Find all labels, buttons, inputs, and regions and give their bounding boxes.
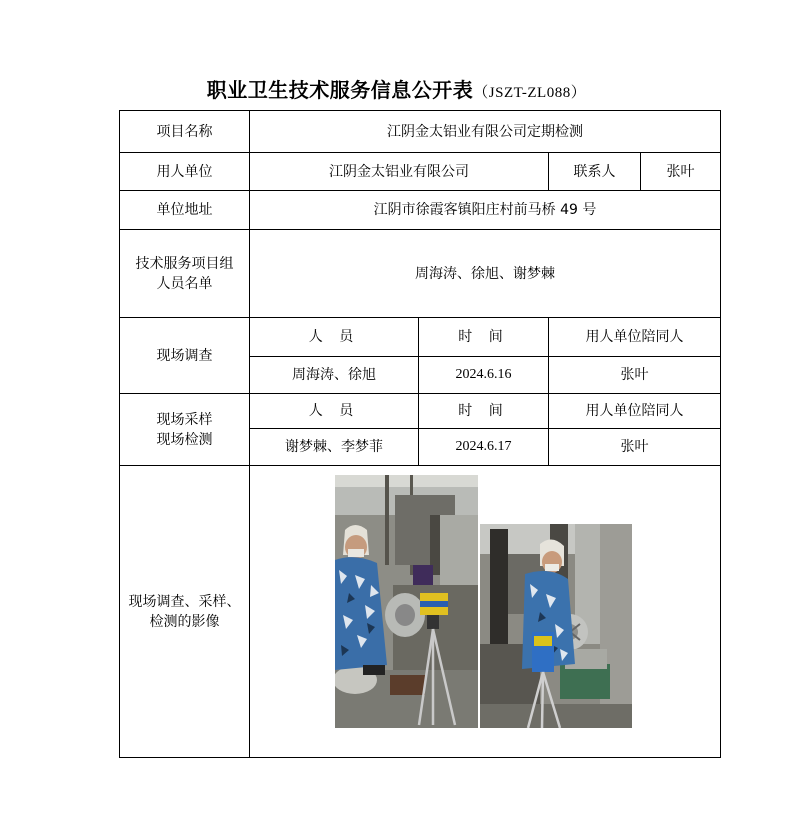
site-photo-2 — [480, 524, 632, 728]
info-table — [119, 110, 721, 758]
page-title — [0, 74, 793, 103]
row-images — [120, 466, 721, 758]
survey-header-time: 时 间 — [419, 318, 549, 357]
contact-value: 张叶 — [641, 153, 721, 191]
sampling-header-personnel: 人 员 — [250, 394, 419, 429]
team-label-line1: 技术服务项目组 — [135, 255, 234, 272]
images-label-line2: 检测的影像 — [149, 613, 220, 630]
survey-header-escort: 用人单位陪同人 — [549, 318, 721, 357]
team-value: 周海涛、徐旭、谢梦棘 — [250, 230, 721, 318]
sampling-date: 2024.6.17 — [419, 429, 549, 466]
row-sampling-header — [120, 394, 721, 429]
employer-value: 江阴金太铝业有限公司 — [250, 153, 549, 191]
survey-date: 2024.6.16 — [419, 357, 549, 394]
sampling-escort: 张叶 — [549, 429, 721, 466]
project-name-label: 项目名称 — [120, 111, 250, 153]
sampling-header-escort: 用人单位陪同人 — [549, 394, 721, 429]
survey-header-personnel: 人 员 — [250, 318, 419, 357]
site-photo-2-image — [480, 524, 632, 728]
site-photo-1-image — [335, 475, 478, 728]
address-value: 江阴市徐霞客镇阳庄村前马桥 49 号 — [250, 191, 721, 230]
project-name-value: 江阴金太铝业有限公司定期检测 — [250, 111, 721, 153]
sampling-label — [120, 394, 250, 466]
sampling-header-time: 时 间 — [419, 394, 549, 429]
row-team — [120, 230, 721, 318]
photo-area — [250, 467, 720, 757]
row-employer — [120, 153, 721, 191]
team-label-line2: 人员名单 — [156, 275, 213, 292]
address-label: 单位地址 — [120, 191, 250, 230]
title-code: （JSZT-ZL088） — [473, 85, 587, 101]
site-photo-1 — [335, 475, 478, 728]
sampling-personnel: 谢梦棘、李梦菲 — [250, 429, 419, 466]
team-label — [120, 230, 250, 318]
images-label-line1: 现场调查、采样、 — [128, 593, 241, 610]
contact-label: 联系人 — [549, 153, 641, 191]
row-address — [120, 191, 721, 230]
survey-escort: 张叶 — [549, 357, 721, 394]
survey-personnel: 周海涛、徐旭 — [250, 357, 419, 394]
images-cell — [250, 466, 721, 758]
sampling-label-line1: 现场采样 — [156, 411, 213, 428]
employer-label: 用人单位 — [120, 153, 250, 191]
images-label — [120, 466, 250, 758]
row-survey-header — [120, 318, 721, 357]
row-project-name — [120, 111, 721, 153]
sampling-label-line2: 现场检测 — [156, 431, 213, 448]
survey-label: 现场调查 — [120, 318, 250, 394]
title-main: 职业卫生技术服务信息公开表 — [206, 78, 474, 102]
